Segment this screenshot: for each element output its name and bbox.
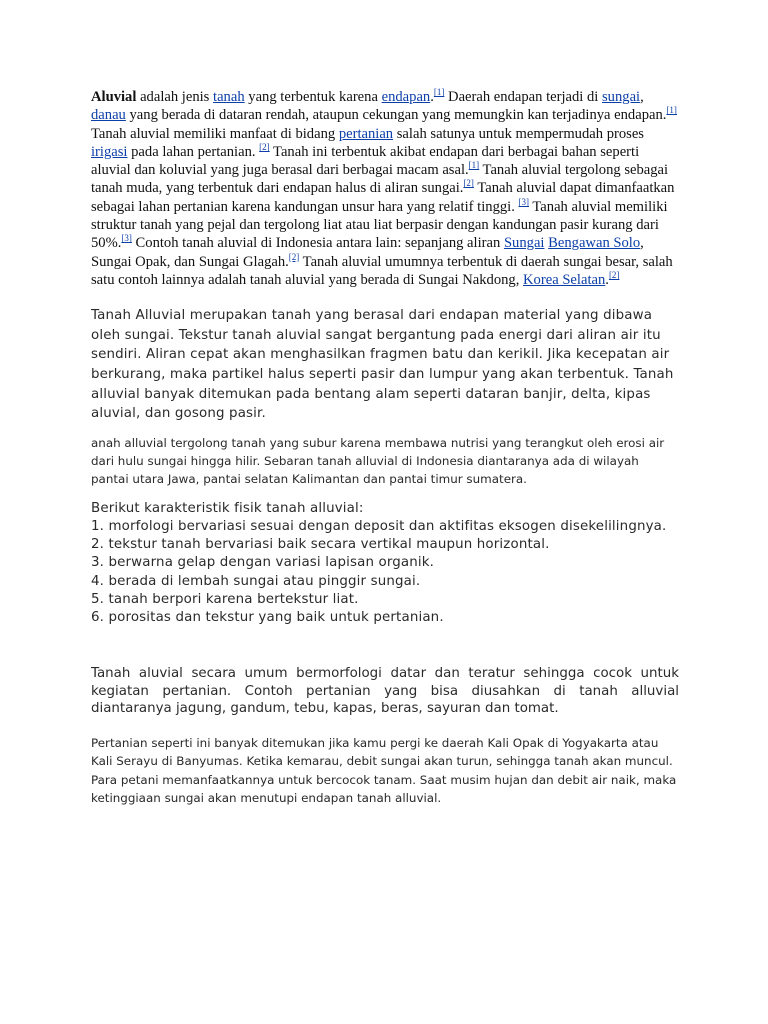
link-pertanian[interactable]: pertanian (338, 125, 394, 142)
text: Tanah aluvial dapat dimanfaatkan sebagai lahan pertanian karena kandungan unsur hara yang relatif tinggi. (91, 180, 675, 215)
citation-ref[interactable]: [3] (121, 233, 132, 244)
link-bengawan-solo[interactable]: Bengawan Solo (548, 235, 641, 252)
text: Tanah aluvial memiliki manfaat di bidang (91, 125, 339, 142)
paragraph-aluvial-definition (91, 88, 679, 289)
text: Tanah aluvial tergolong sebagai tanah muda, yang terbentuk dari endapan halus di aliran sungai. (91, 162, 669, 197)
list-item: 5. tanah berpori karena bertekstur liat. (91, 591, 359, 607)
text: pada lahan pertanian. (127, 143, 260, 160)
link-sungai-2[interactable]: Sungai (503, 235, 545, 252)
link-endapan[interactable]: endapan (381, 89, 431, 105)
citation-ref[interactable]: [3] (518, 196, 530, 207)
bold-term: Aluvial (91, 89, 137, 105)
text: . (605, 271, 609, 288)
characteristics-list (91, 500, 679, 627)
link-sungai[interactable]: sungai (602, 89, 641, 105)
text: salah satunya untuk mempermudah proses (393, 125, 644, 142)
citation-ref[interactable]: [2] (608, 269, 620, 280)
document-body (91, 88, 679, 807)
text: Daerah endapan terjadi di (444, 89, 602, 105)
list-item: 1. morfologi bervariasi sesuai dengan deposit dan aktifitas eksogen disekelilingnya. (91, 519, 667, 535)
text: , (640, 89, 644, 105)
text: Tanah aluvial umumnya terbentuk di daerah sungai besar, salah satu contoh lainnya adalah tanah aluvial yang berada di Sungai Nakdong, (91, 253, 673, 288)
link-korea-selatan[interactable]: Korea Selatan (523, 271, 606, 288)
list-item: 4. berada di lembah sungai atau pinggir sungai. (91, 573, 421, 589)
list-heading: Berikut karakteristik fisik tanah alluvial: (91, 500, 364, 516)
paragraph-alluvial-distribution: anah alluvial tergolong tanah yang subur karena membawa nutrisi yang terangkut oleh erosi air dari hulu sungai hingga hilir. Sebaran tanah alluvial di Indonesia diantaranya ada di wilayah pantai utara Jawa, pantai selatan Kalimantan dan pantai timur sumatera. (91, 435, 665, 486)
text: yang terbentuk karena (244, 89, 382, 105)
link-irigasi[interactable]: irigasi (91, 143, 128, 160)
text: Contoh tanah aluvial di Indonesia antara lain: sepanjang aliran (131, 235, 504, 252)
link-danau[interactable]: danau (91, 107, 126, 124)
paragraph-morphology: Tanah aluvial secara umum bermorfologi datar dan teratur sehingga cocok untuk kegiatan pertanian. Contoh pertanian yang bisa diusahkan di tanah alluvial diantaranya jagung, gandum, tebu, kapas, beras, sayuran dan tomat. (91, 666, 679, 716)
text: , Sungai Opak, dan Sungai Glagah. (91, 235, 644, 270)
citation-ref[interactable]: [2] (259, 141, 270, 152)
citation-ref[interactable]: [2] (463, 178, 474, 189)
text: Tanah ini terbentuk akibat endapan dari berbagai bahan seperti aluvial dan koluvial yang juga berasal dari berbagai macam asal. (91, 143, 640, 179)
list-item: 2. tekstur tanah bervariasi baik secara vertikal maupun horizontal. (91, 537, 550, 553)
text: Tanah aluvial memiliki struktur tanah yang pejal dan tergolong liat atau liat berpasir dengan kandungan pasir kurang dari 50%. (91, 198, 668, 252)
link-tanah[interactable]: tanah (213, 89, 245, 105)
list-item: 3. berwarna gelap dengan variasi lapisan organik. (91, 555, 435, 571)
paragraph-farming-examples: Pertanian seperti ini banyak ditemukan jika kamu pergi ke daerah Kali Opak di Yogyakarta atau Kali Serayu di Banyumas. Ketika kemarau, debit sungai akan turun, sehingga tanah akan muncul. Para petani memanfaatkannya untuk bercocok tanam. Saat musim hujan dan debit air naik, maka ketinggiaan sungai akan menutupi endapan tanah alluvial. (91, 736, 677, 805)
text: adalah jenis (136, 89, 214, 105)
text: . (430, 89, 434, 105)
citation-ref[interactable]: [2] (288, 251, 300, 262)
text: yang berada di dataran rendah, ataupun cekungan yang memungkin kan terjadinya endapan. (125, 107, 667, 124)
citation-ref[interactable]: [1] (666, 105, 677, 116)
paragraph-alluvial-origin: Tanah Alluvial merupakan tanah yang berasal dari endapan material yang dibawa oleh sungai. Tekstur tanah aluvial sangat bergantung pada energi dari aliran air itu sendiri. Aliran cepat akan menghasilkan fragmen batu dan kerikil. Jika kecepatan air berkurang, maka partikel halus seperti pasir dan lumpur yang akan terbentuk. Tanah alluvial banyak ditemukan pada bentang alam seperti dataran banjir, delta, kipas aluvial, dan gosong pasir. (91, 308, 674, 422)
list-item: 6. porositas dan tekstur yang baik untuk pertanian. (91, 610, 444, 626)
citation-ref[interactable]: [1] (433, 87, 445, 97)
citation-ref[interactable]: [1] (468, 160, 480, 171)
